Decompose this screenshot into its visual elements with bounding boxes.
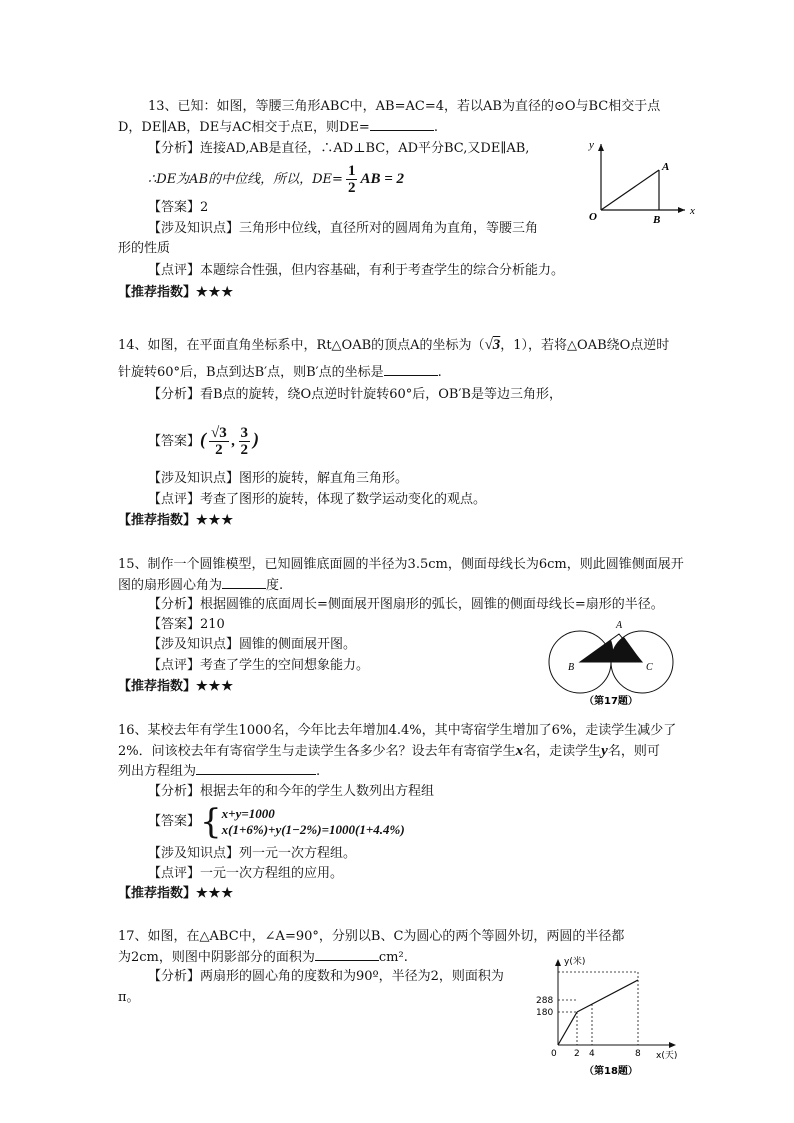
figure-17 bbox=[546, 614, 676, 708]
q14-fraction-2-num: 3 bbox=[240, 425, 248, 441]
q16-answer-blank bbox=[196, 762, 316, 775]
shaded-sector-c bbox=[611, 637, 642, 662]
fig18-x-label: x(天) bbox=[656, 1051, 678, 1061]
q15-stem-line2 bbox=[118, 576, 283, 595]
fig-label-b: B bbox=[653, 214, 661, 226]
q16-equation-system bbox=[222, 806, 405, 838]
q13-knowledge-line2: 形的性质 bbox=[118, 241, 171, 256]
q16-analysis: 【分析】根据去年的和今年的学生人数列出方程组 bbox=[148, 784, 435, 799]
fig18-x-arrow bbox=[669, 1042, 676, 1048]
q14-fraction-1 bbox=[209, 425, 229, 458]
x-axis-arrow bbox=[678, 207, 685, 213]
fig18-x-tick-2: 2 bbox=[574, 1049, 580, 1059]
fig18-segment-2 bbox=[577, 980, 638, 1012]
fig17-label-b: B bbox=[568, 662, 575, 673]
shaded-sector-b bbox=[580, 640, 613, 662]
q15-stem-end: 度. bbox=[266, 578, 284, 593]
q17-answer-blank bbox=[315, 948, 379, 961]
fig18-y-tick-288: 288 bbox=[536, 996, 554, 1006]
q14-fraction-2-den: 2 bbox=[240, 442, 248, 458]
fig18-caption: （第18题） bbox=[584, 1066, 638, 1077]
q16-rating-stars: ★★★ bbox=[196, 886, 234, 901]
q16-answer-label: 【答案】 bbox=[148, 814, 201, 829]
q16-stem-text-c: 名，则可 bbox=[607, 744, 660, 759]
q13-rating-stars: ★★★ bbox=[196, 285, 234, 300]
q15-answer-blank bbox=[222, 576, 266, 589]
q14-analysis: 【分析】看B点的旋转，绕O点逆时针旋转60°后，OB′B是等边三角形， bbox=[148, 387, 562, 402]
q16-brace: { bbox=[200, 801, 222, 842]
q14-rating-stars: ★★★ bbox=[196, 513, 234, 528]
fig17-caption: （第17题） bbox=[584, 696, 638, 707]
q13-stem-text: D，DE∥AB，DE与AC相交于点E，则DE= bbox=[118, 120, 370, 135]
q15-rating bbox=[118, 678, 234, 696]
q14-rating bbox=[118, 512, 234, 530]
q15-rating-label: 【推荐指数】 bbox=[118, 679, 197, 694]
q14-stem-line2 bbox=[118, 363, 442, 382]
q14-paren-close: ) bbox=[253, 429, 259, 449]
q14-stem-line1 bbox=[118, 334, 669, 357]
q14-comment: 【点评】考查了图形的旋转，体现了数学运动变化的观点。 bbox=[148, 492, 487, 507]
q13-stem-end: . bbox=[433, 120, 438, 135]
fig-label-y: y bbox=[589, 139, 594, 151]
fig18-x-tick-4: 4 bbox=[589, 1049, 595, 1059]
q14-answer-label: 【答案】 bbox=[148, 434, 201, 449]
figure-18 bbox=[528, 952, 688, 1080]
q13-rating-label: 【推荐指数】 bbox=[118, 285, 197, 300]
q14-sqrt: √3 bbox=[484, 337, 501, 353]
q16-rating-label: 【推荐指数】 bbox=[118, 886, 197, 901]
q15-answer: 【答案】210 bbox=[148, 617, 225, 632]
q14-fraction-1-num: √3 bbox=[211, 425, 227, 441]
q16-stem-text-a: 2%．问该校去年有寄宿学生与走读学生各多少名？设去年有寄宿学生 bbox=[118, 744, 516, 759]
q16-stem-text: 列出方程组为 bbox=[118, 764, 197, 779]
q16-var-x: x bbox=[515, 743, 524, 759]
q14-stem-end: . bbox=[437, 365, 442, 380]
q16-rating bbox=[118, 885, 234, 903]
q14-stem-text-b: ，1），若将△OAB绕O点逆时 bbox=[500, 338, 670, 353]
q13-analysis-line2 bbox=[148, 162, 404, 197]
q16-stem-end: . bbox=[316, 764, 321, 779]
q15-analysis: 【分析】根据圆锥的底面周长=侧面展开图扇形的弧长，圆锥的侧面母线长=扇形的半径。 bbox=[148, 597, 664, 612]
q16-stem-line2 bbox=[118, 742, 660, 761]
q13-formula-tail: AB = 2 bbox=[360, 171, 404, 187]
fig-label-x: x bbox=[690, 205, 695, 217]
q14-answer bbox=[148, 421, 259, 460]
q16-answer bbox=[148, 801, 405, 842]
q14-knowledge: 【涉及知识点】图形的旋转，解直角三角形。 bbox=[148, 471, 409, 486]
q13-fraction bbox=[346, 163, 358, 196]
q17-stem-line1: 17、如图，在△ABC中，∠A=90°，分别以B、C为圆心的两个等圆外切，两圆的半径都 bbox=[118, 929, 625, 944]
q13-comment: 【点评】本题综合性强，但内容基础，有利于考查学生的综合分析能力。 bbox=[148, 263, 565, 278]
q13-answer: 【答案】2 bbox=[148, 200, 209, 215]
q17-stem-line2 bbox=[118, 948, 408, 967]
q16-comment: 【点评】一元一次方程组的应用。 bbox=[148, 866, 344, 881]
q17-stem-text: 为2cm，则图中阴影部分的面积为 bbox=[118, 950, 315, 965]
q16-equation-2: x(1+6%)+y(1−2%)=1000(1+4.4%) bbox=[221, 821, 405, 837]
q13-fraction-den: 2 bbox=[347, 180, 356, 196]
q16-stem-line3 bbox=[118, 762, 320, 781]
fig18-y-label: y(米) bbox=[564, 957, 586, 967]
q13-analysis-text: ∴DE为AB的中位线，所以，DE= bbox=[148, 172, 343, 187]
q15-comment: 【点评】考查了学生的空间想象能力。 bbox=[148, 658, 370, 673]
q14-stem-text: 针旋转60°后，B点到达B′点，则B′点的坐标是 bbox=[118, 365, 384, 380]
q16-equation-1: x+y=1000 bbox=[221, 805, 275, 821]
fig17-label-c: C bbox=[646, 662, 653, 673]
coordinate-triangle-figure bbox=[585, 138, 705, 228]
q13-stem-line1: 13、已知：如图，等腰三角形ABC中，AB=AC=4，若以AB为直径的⊙O与BC相交于点 bbox=[148, 99, 661, 114]
fig18-x-tick-0: 0 bbox=[551, 1049, 557, 1059]
fig-label-a: A bbox=[662, 161, 670, 173]
q17-analysis-line1: 【分析】两扇形的圆心角的度数和为90º，半径为2，则面积为 bbox=[148, 969, 504, 984]
q16-stem-line1: 16、某校去年有学生1000名，今年比去年增加4.4%，其中寄宿学生增加了6%，走读学生减少了 bbox=[118, 723, 677, 738]
q14-stem-text-a: 14、如图，在平面直角坐标系中，Rt△OAB的顶点A的坐标为（ bbox=[118, 338, 485, 353]
fig18-y-tick-180: 180 bbox=[536, 1008, 554, 1018]
q16-stem-text-b: 名，走读学生 bbox=[523, 744, 602, 759]
q13-rating bbox=[118, 284, 234, 302]
q14-fraction-2 bbox=[239, 425, 251, 458]
q13-stem-line2 bbox=[118, 118, 438, 137]
y-axis-arrow bbox=[598, 144, 604, 151]
q14-rating-label: 【推荐指数】 bbox=[118, 513, 197, 528]
q13-knowledge-line1: 【涉及知识点】三角形中位线，直径所对的圆周角为直角，等腰三角 bbox=[148, 221, 539, 236]
fig18-x-tick-8: 8 bbox=[635, 1049, 641, 1059]
q13-fraction-num: 1 bbox=[347, 163, 356, 179]
q14-answer-blank bbox=[384, 363, 438, 376]
fig18-y-arrow bbox=[555, 959, 561, 966]
q15-rating-stars: ★★★ bbox=[196, 679, 234, 694]
q15-stem-line1: 15、制作一个圆锥模型，已知圆锥底面圆的半径为3.5cm，侧面母线长为6cm，则此圆锥侧面展开 bbox=[118, 557, 684, 572]
q14-sqrt-value: 3 bbox=[492, 337, 501, 353]
fig-label-o: O bbox=[589, 211, 597, 223]
q13-answer-blank bbox=[370, 118, 434, 131]
q13-analysis-line1: 【分析】连接AD,AB是直径，∴AD⊥BC，AD平分BC,又DE∥AB, bbox=[148, 141, 530, 156]
q16-var-y: y bbox=[601, 743, 608, 759]
q17-stem-end: cm². bbox=[378, 950, 408, 965]
q16-knowledge: 【涉及知识点】列一元一次方程组。 bbox=[148, 846, 357, 861]
q17-analysis-line2: π。 bbox=[118, 990, 140, 1005]
q14-comma: , bbox=[231, 433, 236, 449]
q15-knowledge: 【涉及知识点】圆锥的侧面展开图。 bbox=[148, 637, 357, 652]
segment-oa bbox=[601, 170, 659, 210]
q14-fraction-1-den: 2 bbox=[215, 442, 223, 458]
fig18-segment-1 bbox=[558, 1012, 577, 1045]
fig17-label-a: A bbox=[616, 620, 623, 631]
q14-paren-open: ( bbox=[200, 429, 207, 449]
q15-stem-text: 图的扇形圆心角为 bbox=[118, 578, 223, 593]
